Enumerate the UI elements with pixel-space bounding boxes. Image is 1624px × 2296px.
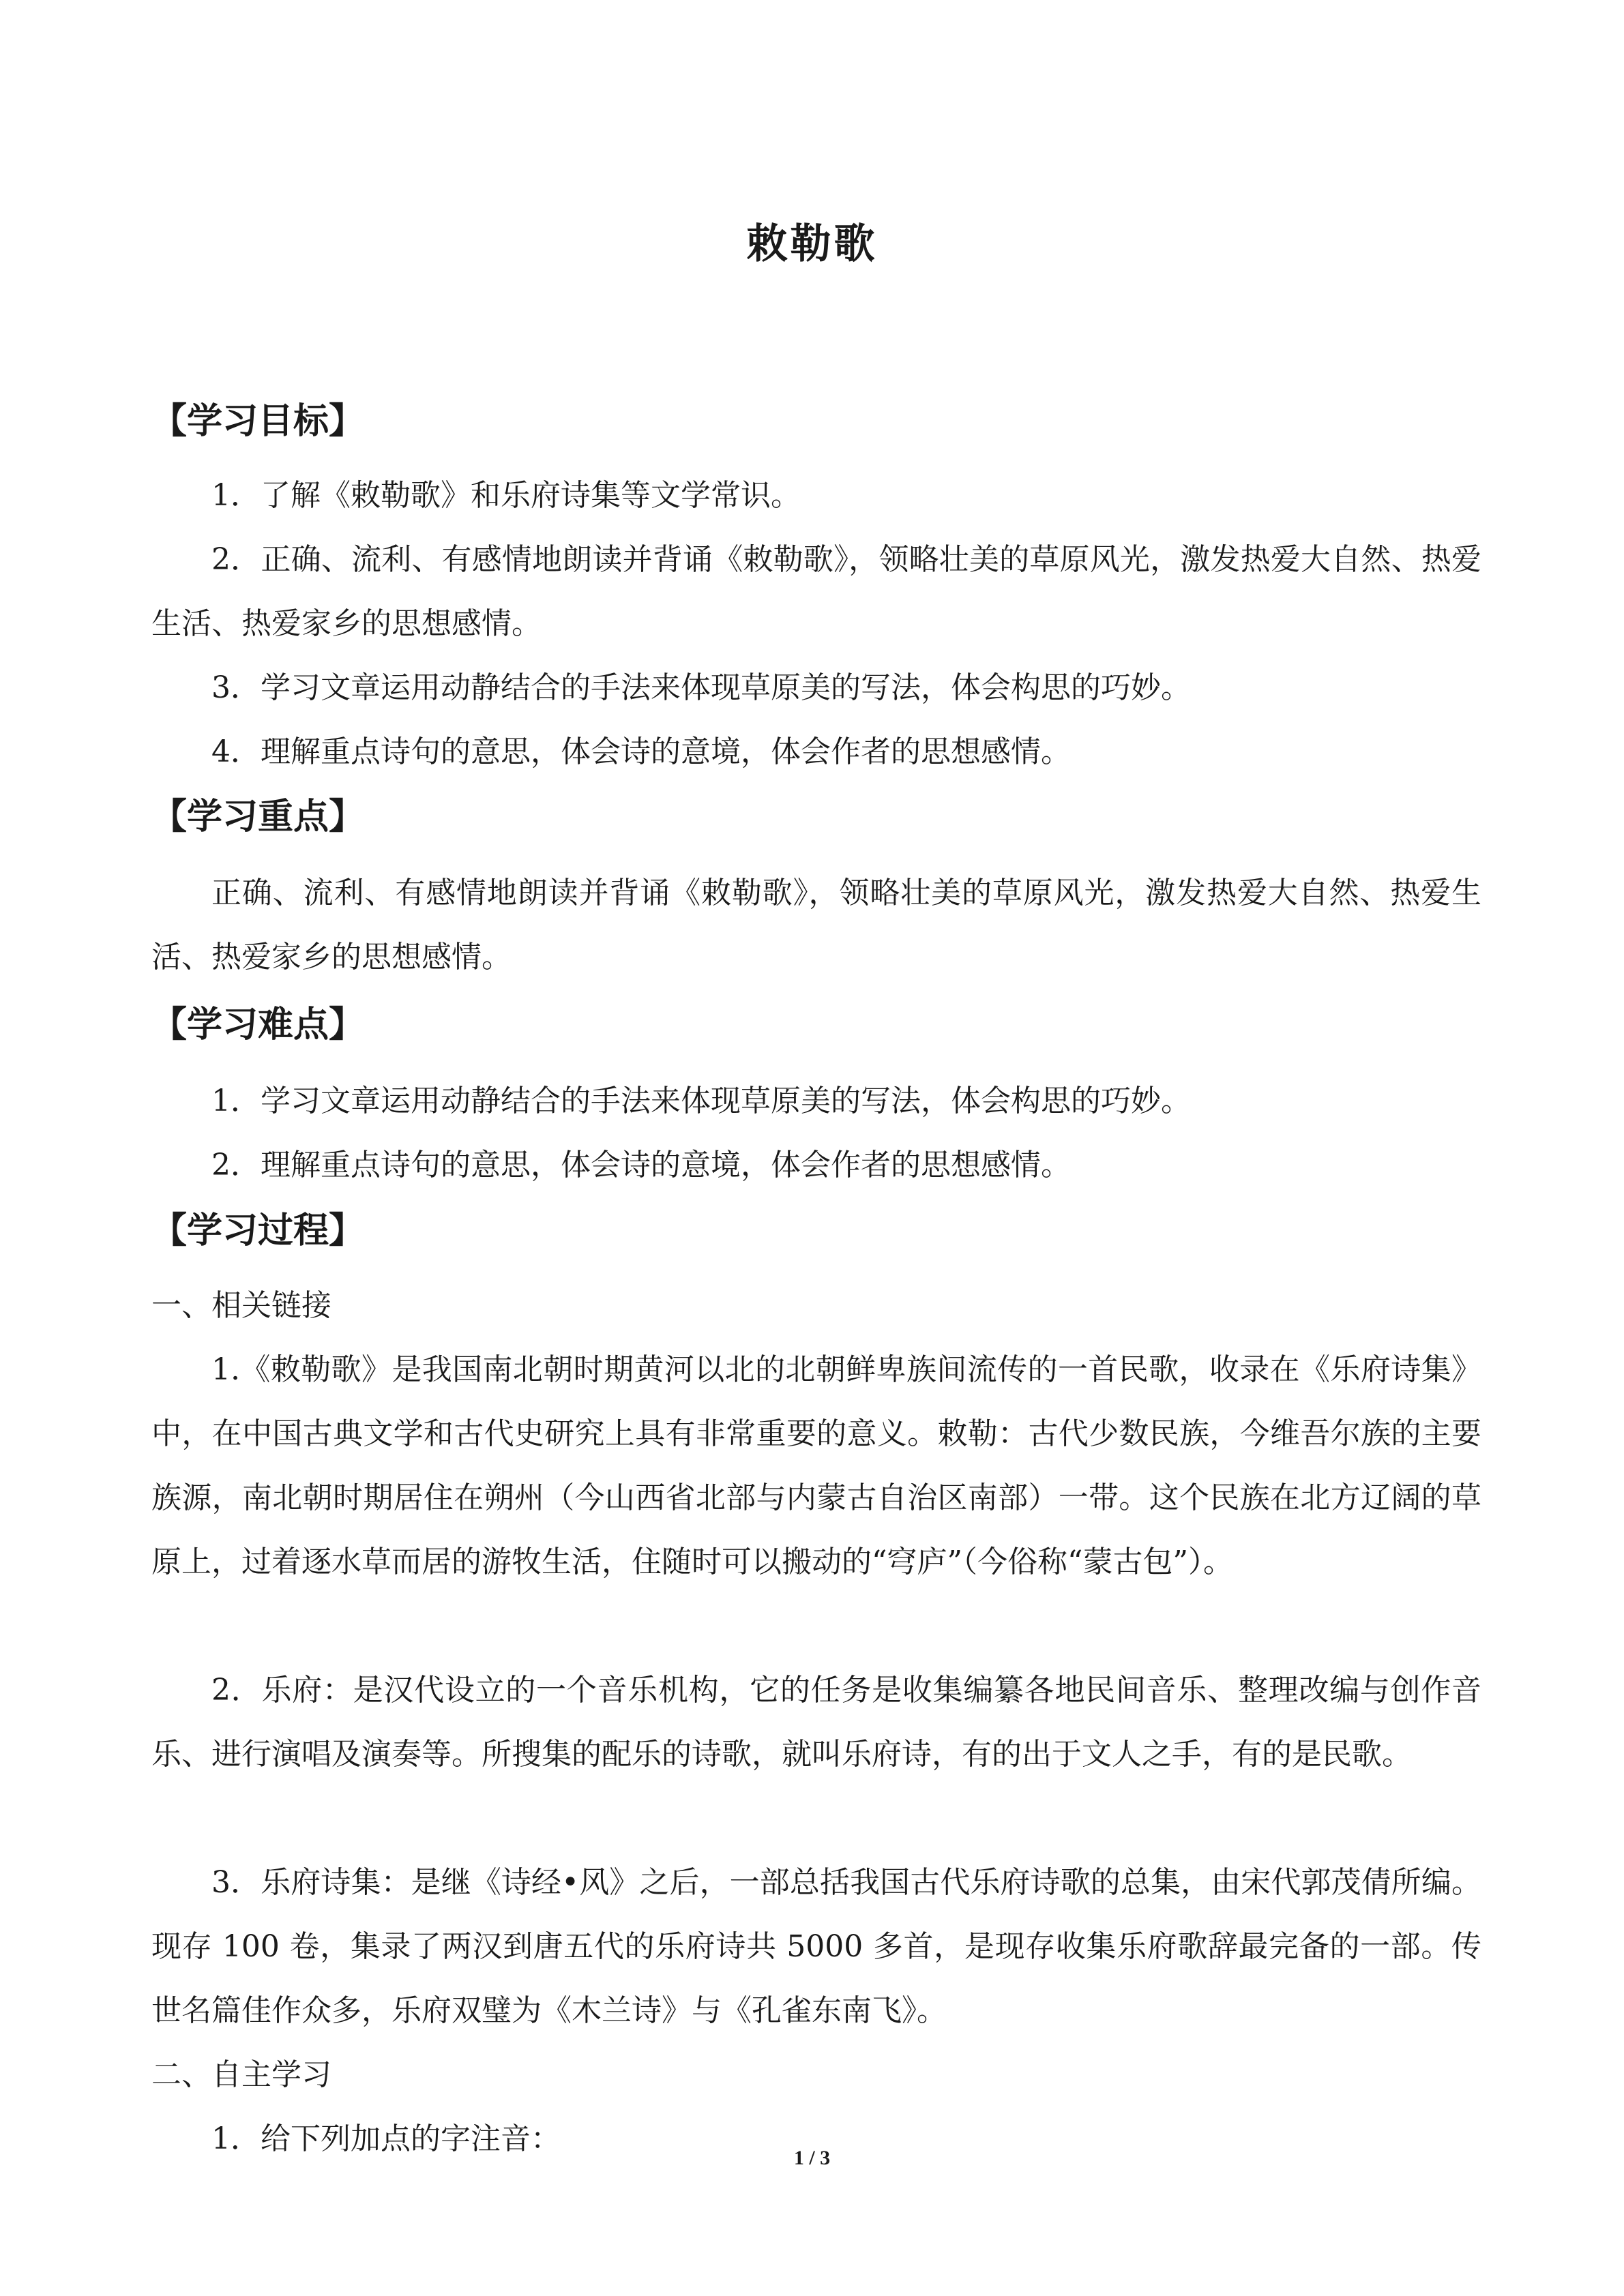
heading-difficult: 【学习难点】 (151, 1004, 365, 1045)
key-text: 正确、流利、有感情地朗读并背诵《敕勒歌》，领略壮美的草原风光，激发热爱大自然、热爱生活、热爱家乡的思想感情。 (151, 876, 1481, 974)
part1-title: 一、相关链接 (151, 1288, 331, 1323)
link-item-3: 3．乐府诗集：是继《诗经•风》之后，一部总括我国古代乐府诗歌的总集，由宋代郭茂倩所编。现存 100 卷，集录了两汉到唐五代的乐府诗共 5000 多首，是现存收集乐府歌辞最完备的一部。传世名篇佳作众多，乐府双璧为《木兰诗》与《孔雀东南飞》。 (151, 1865, 1481, 2028)
part2-title: 二、自主学习 (151, 2057, 331, 2092)
heading-key: 【学习重点】 (151, 796, 365, 837)
heading-goals: 【学习目标】 (151, 401, 365, 442)
goal-item-4: 4．理解重点诗句的意思，体会诗的意境，体会作者的思想感情。 (211, 734, 1071, 769)
page-title: 敕勒歌 (746, 220, 878, 268)
page-number: 1 / 3 (793, 2147, 831, 2169)
link-item-2: 2．乐府：是汉代设立的一个音乐机构，它的任务是收集编纂各地民间音乐、整理改编与创作音乐、进行演唱及演奏等。所搜集的配乐的诗歌，就叫乐府诗，有的出于文人之手，有的是民歌。 (151, 1673, 1481, 1772)
goal-item-3: 3．学习文章运用动静结合的手法来体现草原美的写法，体会构思的巧妙。 (211, 670, 1191, 705)
difficult-item-1: 1．学习文章运用动静结合的手法来体现草原美的写法，体会构思的巧妙。 (211, 1084, 1191, 1118)
difficult-item-2: 2．理解重点诗句的意思，体会诗的意境，体会作者的思想感情。 (211, 1148, 1071, 1182)
goal-item-1: 1．了解《敕勒歌》和乐府诗集等文学常识。 (211, 478, 801, 513)
link-item-1: 1.《敕勒歌》是我国南北朝时期黄河以北的北朝鲜卑族间流传的一首民歌，收录在《乐府诗集》中，在中国古典文学和古代史研究上具有非常重要的意义。敕勒：古代少数民族，今维吾尔族的主要族源，南北朝时期居住在朔州（今山西省北部与内蒙古自治区南部）一带。这个民族在北方辽阔的草原上，过着逐水草而居的游牧生活，住随时可以搬动的“穹庐”（今俗称“蒙古包”）。 (151, 1352, 1481, 1579)
self-study-item-1: 1．给下列加点的字注音： (211, 2121, 561, 2156)
heading-process: 【学习过程】 (151, 1210, 365, 1251)
goal-item-2: 2．正确、流利、有感情地朗读并背诵《敕勒歌》，领略壮美的草原风光，激发热爱大自然、热爱生活、热爱家乡的思想感情。 (151, 542, 1481, 641)
